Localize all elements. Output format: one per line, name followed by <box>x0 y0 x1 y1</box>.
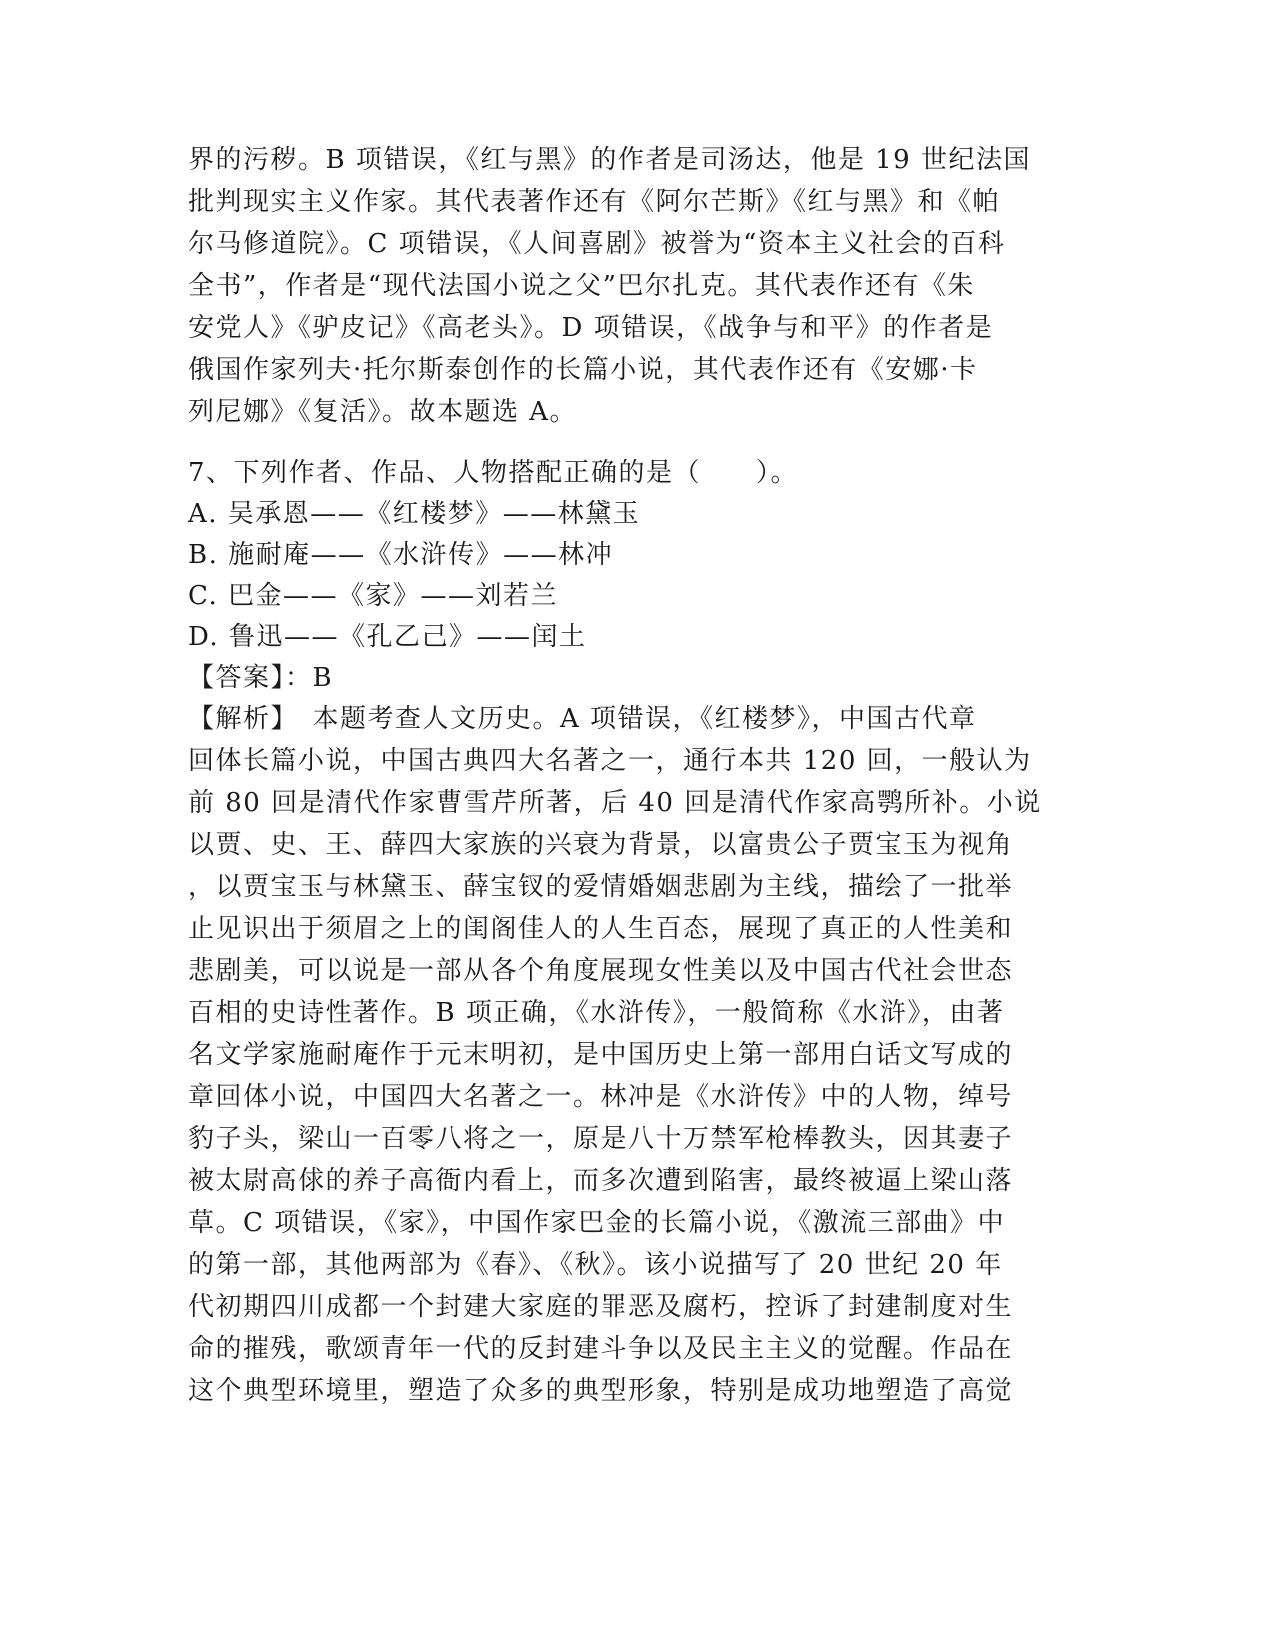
analysis-line: 命的摧残，歌颂青年一代的反封建斗争以及民主主义的觉醒。作品在 <box>188 1334 1014 1364</box>
continuation-line: 尔马修道院》。C 项错误，《人间喜剧》被誉为“资本主义社会的百科 <box>188 229 1006 259</box>
analysis-line: ，以贾宝玉与林黛玉、薛宝钗的爱情婚姻悲剧为主线，描绘了一批举 <box>188 872 1014 902</box>
continuation-line: 界的污秽。B 项错误，《红与黑》的作者是司汤达，他是 19 世纪法国 <box>188 145 1031 175</box>
analysis-line: 止见识出于须眉之上的闺阁佳人的人生百态，展现了真正的人性美和 <box>188 914 1014 944</box>
analysis-line: 草。C 项错误，《家》，中国作家巴金的长篇小说，《激流三部曲》中 <box>188 1208 1006 1238</box>
option-d: D. 鲁迅——《孔乙己》——闰土 <box>188 622 587 652</box>
continuation-line: 安党人》《驴皮记》《高老头》。D 项错误，《战争与和平》的作者是 <box>188 313 994 343</box>
analysis-line: 名文学家施耐庵作于元末明初，是中国历史上第一部用白话文写成的 <box>188 1040 1014 1070</box>
option-c: C. 巴金——《家》——刘若兰 <box>188 581 558 611</box>
analysis-line: 前 80 回是清代作家曹雪芹所著，后 40 回是清代作家高鹗所补。小说 <box>188 788 1042 818</box>
answer-line <box>188 658 333 698</box>
question-stem: 7、下列作者、作品、人物搭配正确的是（ ）。 <box>188 458 799 488</box>
analysis-line: 以贾、史、王、薛四大家族的兴衰为背景，以富贵公子贾宝玉为视角 <box>188 830 1014 860</box>
analysis-line: 被太尉高俅的养子高衙内看上，而多次遭到陷害，最终被逼上梁山落 <box>188 1166 1014 1196</box>
analysis-line: 这个典型环境里，塑造了众多的典型形象，特别是成功地塑造了高觉 <box>188 1376 1014 1406</box>
analysis-line: 【解析】 本题考查人文历史。A 项错误，《红楼梦》，中国古代章 <box>188 704 977 734</box>
continuation-line: 全书”，作者是“现代法国小说之父”巴尔扎克。其代表作还有《朱 <box>188 271 975 301</box>
analysis-line: 回体长篇小说，中国古典四大名著之一，通行本共 120 回，一般认为 <box>188 746 1032 776</box>
continuation-line: 列尼娜》《复活》。故本题选 A。 <box>188 397 578 427</box>
analysis-line: 章回体小说，中国四大名著之一。林冲是《水浒传》中的人物，绰号 <box>188 1082 1014 1112</box>
analysis-line: 百相的史诗性著作。B 项正确，《水浒传》，一般简称《水浒》，由著 <box>188 998 1005 1028</box>
option-b: B. 施耐庵——《水浒传》——林冲 <box>188 540 614 570</box>
analysis-line: 豹子头，梁山一百零八将之一，原是八十万禁军枪棒教头，因其妻子 <box>188 1124 1014 1154</box>
analysis-line: 的第一部，其他两部为《春》、《秋》。该小说描写了 20 世纪 20 年 <box>188 1250 1003 1280</box>
continuation-line: 俄国作家列夫·托尔斯泰创作的长篇小说，其代表作还有《安娜·卡 <box>188 355 978 385</box>
answer-value: B <box>312 663 334 693</box>
answer-label: 【答案】： <box>188 663 313 693</box>
option-a: A. 吴承恩——《红楼梦》——林黛玉 <box>188 499 641 529</box>
analysis-line: 代初期四川成都一个封建大家庭的罪恶及腐朽，控诉了封建制度对生 <box>188 1292 1014 1322</box>
analysis-line: 悲剧美，可以说是一部从各个角度展现女性美以及中国古代社会世态 <box>188 956 1014 986</box>
continuation-line: 批判现实主义作家。其代表著作还有《阿尔芒斯》《红与黑》和《帕 <box>188 187 1001 217</box>
